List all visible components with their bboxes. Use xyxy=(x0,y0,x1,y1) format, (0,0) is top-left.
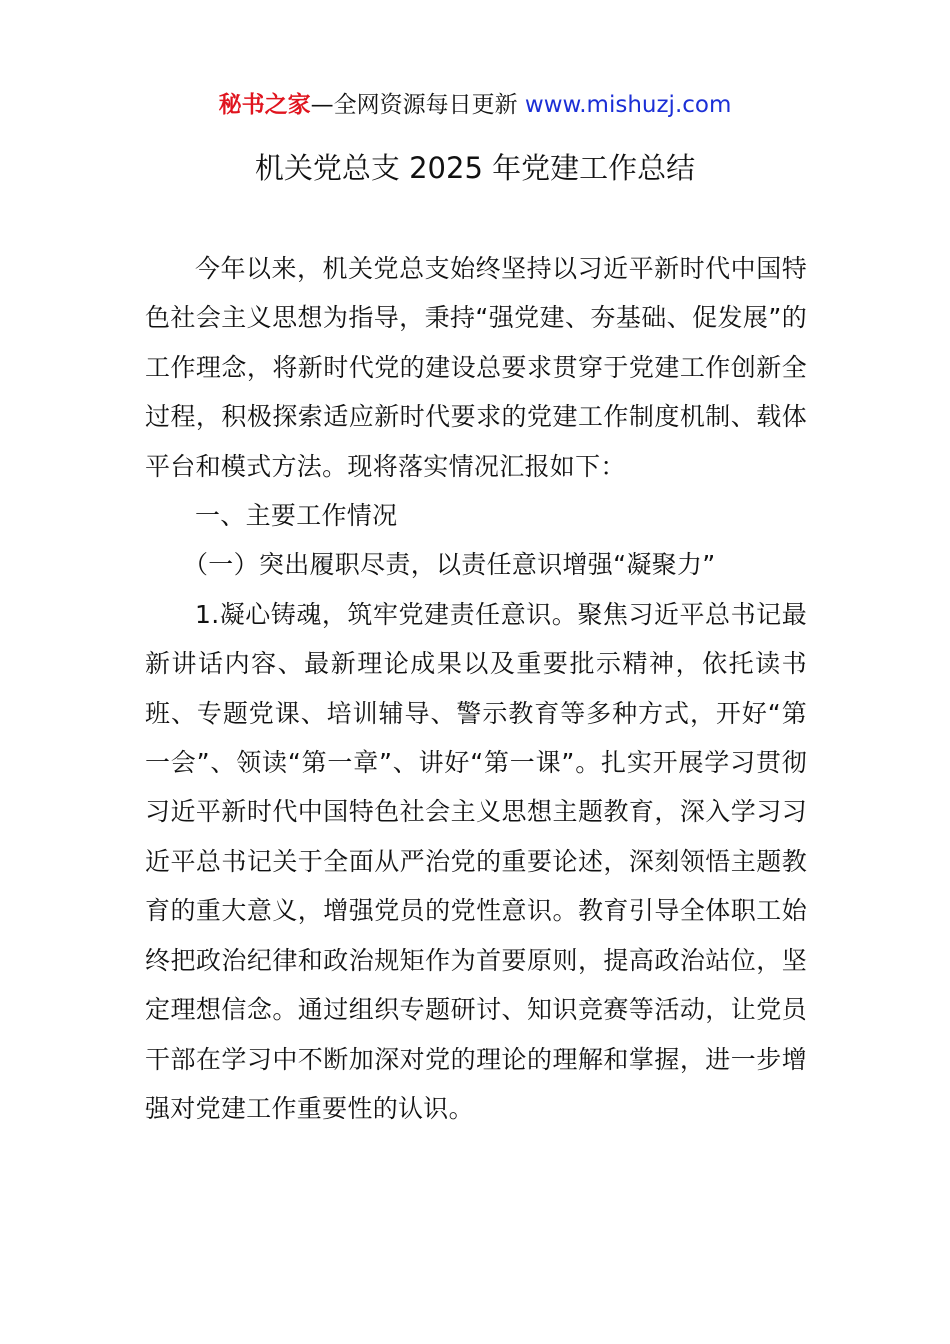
site-tagline: —全网资源每日更新 xyxy=(310,92,525,118)
body-paragraph: 1.凝心铸魂，筑牢党建责任意识。聚焦习近平总书记最新讲话内容、最新理论成果以及重要批示精神，依托读书班、专题党课、培训辅导、警示教育等多种方式，开好“第一会”、领读“第一章”、讲好“第一课”。扎实开展学习贯彻习近平新时代中国特色社会主义思想主题教育，深入学习习近平总书记关于全面从严治党的重要论述，深刻领悟主题教育的重大意义，增强党员的党性意识。教育引导全体职工始终把政治纪律和政治规矩作为首要原则，提高政治站位，坚定理想信念。通过组织专题研讨、知识竞赛等活动，让党员干部在学习中不断加深对党的理论的理解和掌握，进一步增强对党建工作重要性的认识。 xyxy=(145,599,807,1123)
document-body xyxy=(145,244,807,1133)
subsection-heading: （一）突出履职尽责，以责任意识增强“凝聚力” xyxy=(183,550,716,580)
intro-paragraph: 今年以来，机关党总支始终坚持以习近平新时代中国特色社会主义思想为指导，秉持“强党建、夯基础、促发展”的工作理念，将新时代党的建设总要求贯穿于党建工作创新全过程，积极探索适应新时代要求的党建工作制度机制、载体平台和模式方法。现将落实情况汇报如下： xyxy=(145,254,807,481)
site-url-link[interactable]: www.mishuzj.com xyxy=(524,92,732,118)
site-header xyxy=(0,88,950,122)
section-heading: 一、主要工作情况 xyxy=(195,501,398,531)
brand-name: 秘书之家 xyxy=(218,92,311,118)
document-title: 机关党总支 2025 年党建工作总结 xyxy=(254,151,696,185)
